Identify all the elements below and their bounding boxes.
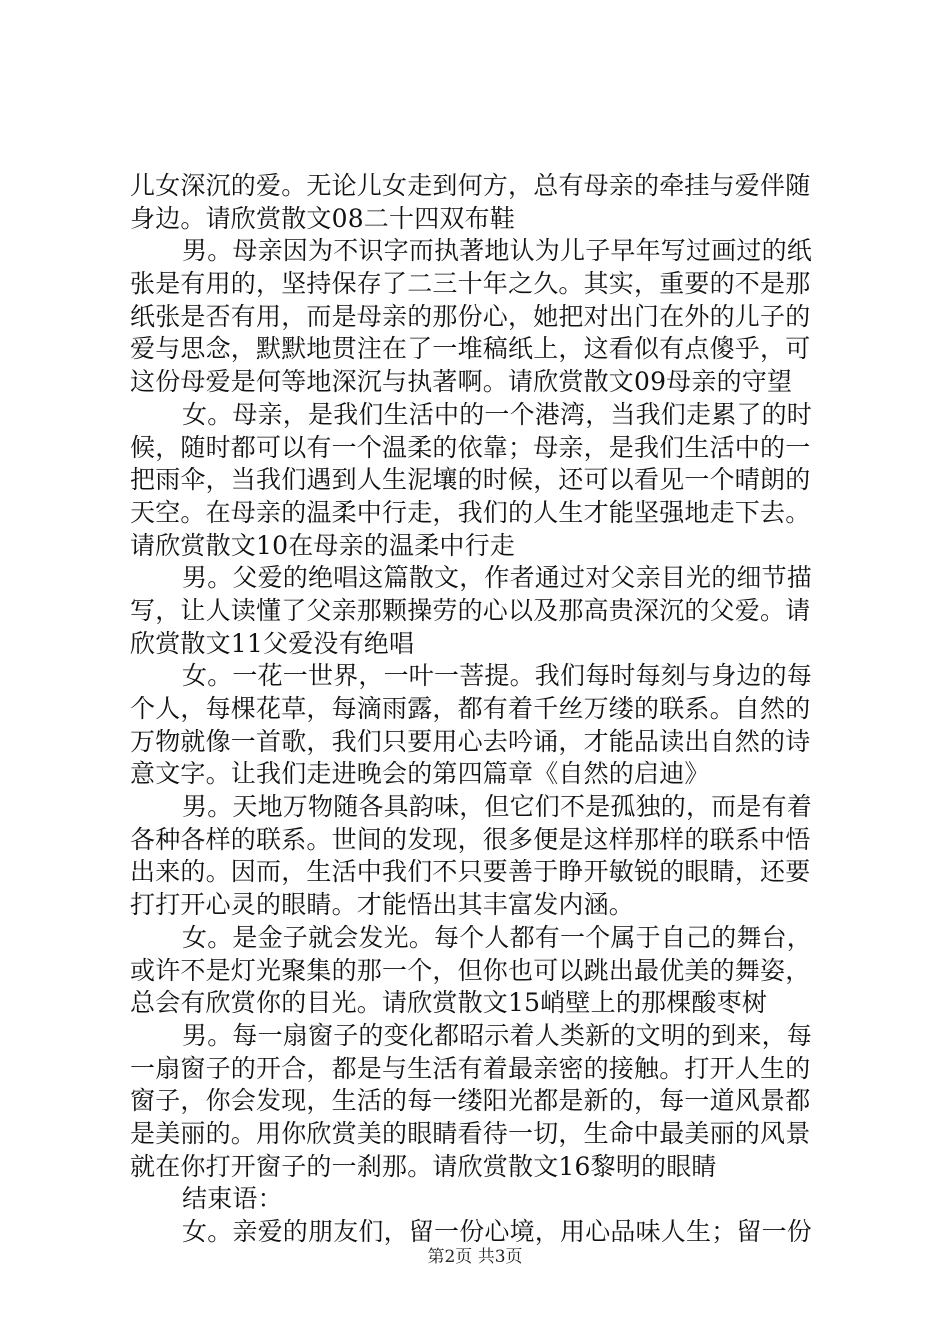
text-line: 就在你打开窗子的一刹那。请欣赏散文16黎明的眼睛 — [130, 1151, 717, 1181]
text-line: 写，让人读懂了父亲那颗操劳的心以及那高贵深沉的父爱。请 — [130, 595, 811, 625]
text-line: 女。亲爱的朋友们，留一份心境，用心品味人生；留一份 — [182, 1217, 813, 1246]
text-line: 打打开心灵的眼睛。才能悟出其丰富发内涵。 — [130, 890, 635, 920]
text-line: 结束语： — [182, 1184, 283, 1214]
text-line: 窗子，你会发现，生活的每一缕阳光都是新的，每一道风景都 — [130, 1086, 811, 1116]
text-line: 女。是金子就会发光。每个人都有一个属于自己的舞台， — [182, 922, 813, 952]
text-line: 男。每一扇窗子的变化都昭示着人类新的文明的到来，每 — [182, 1020, 813, 1050]
text-line: 男。母亲因为不识字而执著地认为儿子早年写过画过的纸 — [182, 236, 813, 266]
page-footer: 第2页 共3页 — [427, 1247, 523, 1267]
text-line: 候，随时都可以有一个温柔的依靠；母亲，是我们生活中的一 — [130, 432, 811, 462]
text-line: 万物就像一首歌，我们只要用心去吟诵，才能品读出自然的诗 — [130, 726, 811, 756]
text-line: 天空。在母亲的温柔中行走，我们的人生才能坚强地走下去。 — [130, 497, 811, 527]
text-line: 儿女深沉的爱。无论儿女走到何方，总有母亲的牵挂与爱伴随 — [130, 171, 811, 200]
text-line: 或许不是灯光聚集的那一个，但你也可以跳出最优美的舞姿， — [130, 955, 811, 985]
text-line: 把雨伞，当我们遇到人生泥壤的时候，还可以看见一个晴朗的 — [130, 465, 811, 495]
text-line: 爱与思念，默默地贯注在了一堆稿纸上，这看似有点傻乎，可 — [130, 334, 811, 364]
text-line: 张是有用的，坚持保存了二三十年之久。其实，重要的不是那 — [130, 269, 811, 299]
text-line: 个人，每棵花草，每滴雨露，都有着千丝万缕的联系。自然的 — [130, 694, 811, 723]
text-line: 一扇窗子的开合，都是与生活有着最亲密的接触。打开人生的 — [130, 1053, 811, 1083]
text-line: 这份母爱是何等地深沉与执著啊。请欣赏散文09母亲的守望 — [130, 367, 793, 397]
text-line: 男。父爱的绝唱这篇散文，作者通过对父亲目光的细节描 — [182, 563, 813, 593]
text-line: 女。一花一世界，一叶一菩提。我们每时每刻与身边的每 — [182, 661, 813, 691]
text-line: 男。天地万物随各具韵味，但它们不是孤独的，而是有着 — [182, 792, 813, 822]
text-line: 请欣赏散文10在母亲的温柔中行走 — [130, 530, 516, 560]
text-line: 各种各样的联系。世间的发现，很多便是这样那样的联系中悟 — [130, 824, 811, 854]
document-body — [130, 170, 830, 1249]
text-line: 女。母亲，是我们生活中的一个港湾，当我们走累了的时 — [182, 399, 813, 429]
text-line: 纸张是否有用，而是母亲的那份心，她把对出门在外的儿子的 — [130, 301, 811, 331]
text-line: 总会有欣赏你的目光。请欣赏散文15峭壁上的那棵酸枣树 — [130, 988, 768, 1018]
text-line: 意文字。让我们走进晚会的第四篇章《自然的启迪》 — [130, 759, 710, 789]
text-line: 是美丽的。用你欣赏美的眼睛看待一切，生命中最美丽的风景 — [130, 1118, 811, 1148]
text-line: 身边。请欣赏散文08二十四双布鞋 — [130, 203, 516, 233]
text-line: 出来的。因而，生活中我们不只要善于睁开敏锐的眼睛，还要 — [130, 857, 811, 887]
text-line: 欣赏散文11父爱没有绝唱 — [130, 628, 415, 658]
